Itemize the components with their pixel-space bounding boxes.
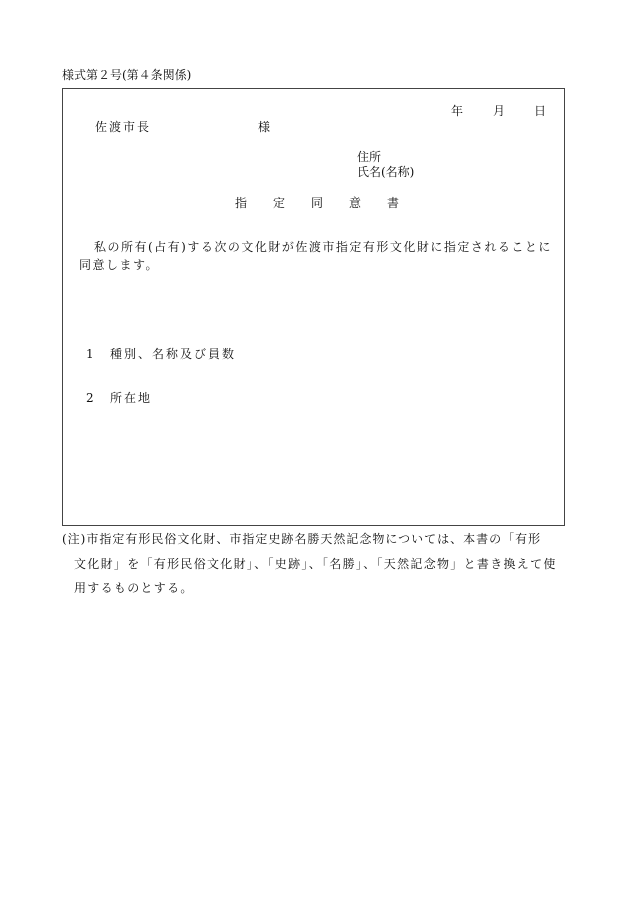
note-line-2: 文化財」を「有形民俗文化財」、「史跡」、「名勝」、「天然記念物」と書き換えて使	[74, 557, 557, 571]
date-year-label: 年	[451, 104, 464, 118]
date-month-label: 月	[493, 104, 506, 118]
form-frame	[62, 88, 565, 526]
address-label: 住所	[357, 150, 382, 164]
body-text-line-2: 同意します。	[79, 258, 160, 272]
addressee: 佐渡市長	[95, 120, 152, 134]
item-1-number: 1	[86, 347, 94, 361]
form-number: 様式第２号(第４条関係)	[62, 68, 192, 82]
document-title: 指定同意書	[235, 196, 426, 210]
item-2-label: 所在地	[110, 391, 153, 405]
honorific: 様	[258, 120, 271, 134]
item-1-label: 種別、名称及び員数	[110, 347, 237, 361]
note-line-3: 用するものとする。	[74, 581, 194, 595]
name-label: 氏名(名称)	[357, 165, 415, 179]
note-line-1: (注)市指定有形民俗文化財、市指定史跡名勝天然記念物については、本書の「有形	[62, 532, 542, 546]
item-2-number: 2	[86, 391, 94, 405]
date-day-label: 日	[534, 104, 547, 118]
body-text-line-1: 私の所有(占有)する次の文化財が佐渡市指定有形文化財に指定されることに	[94, 240, 552, 254]
